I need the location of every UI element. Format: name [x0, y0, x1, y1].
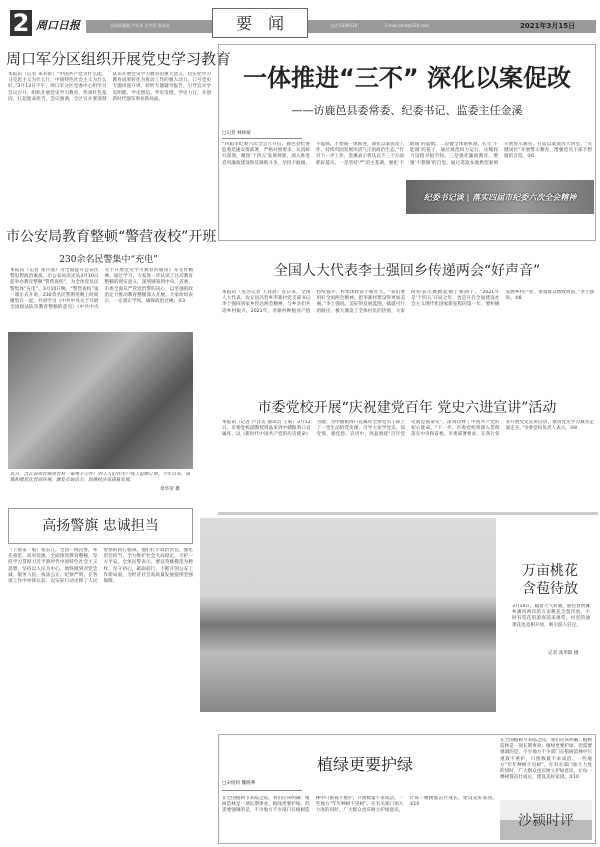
editors: 总值班编辑 卢军本 吴宇青 张星星	[110, 23, 170, 28]
paper-logo: 周口日报	[36, 19, 80, 32]
masthead	[0, 0, 600, 40]
article-title: 植绿更要护绿	[316, 755, 413, 774]
article-body: 本报讯（记者 朱永新）“中国共产党为什么能，马克思主义为什么行，中国特色社会主义为什么好。”3月13日下午，周口军分区党委中心组学习会议召开，组织开展党史学习教育，传承红色基因，扛起使命担当。会议强调，全区官兵要深刻认识开展党史学习教育的重大意义，切实把学习教育成果转化为推动工作的强大动力。口号党史专题讲座开讲，聆听专题辅导报告，引导官兵学史明理、学史增信、学史崇德、学史力行，开创新时代强军事业新局面。	[8, 72, 211, 102]
article-body-side: 在全国植树节来临之际，我们应该明确：植树造林是一项长期事业，植绿更要护绿。但需要强调的是，不少地方不少部门在植树造林中只重栽不重护，只图数量不求成活。一些地方“年年种树不见树”。在有关部门加大力度的同时，广大群众也应树立护绿意识，让每一棵树都茁壮成长，建设美好家园。②10	[500, 738, 592, 781]
article-body: 本报讯（记者 张兵迪）为全面提升公安民警思想政治素质，市公安局决定从3月10日起举办教育整顿“警营夜校”，为全体党员民警集体“充电”。3月10日晚，“警营夜校”第一课正式开讲，230余名民警利用晚上时间聚集在一起，共同学习《中共中央关于开展全国政法队伍教育整顿的意见》《中共中央关于开展党史学习教育的通知》等文件精神。通过学习，大家进一步认识了这次教育整顿的现实意义，深刻感知到中央、省委、市委全面从严管党治警的决心，以坚强的政治定力推动教育整顿深入开展。大家纷纷表示，一定端正学风，确保政治过硬。②3	[10, 268, 193, 311]
photo-credit: 记者 高华阳 摄	[548, 651, 579, 656]
column-label	[500, 800, 592, 840]
photo-credit: 余华荣 摄	[160, 487, 180, 492]
article-body: 本报讯（见习记者 王晨晨）连日来，全国人大代表、沈丘县冯营乡李寨村党支部书记李士强回到家乡传达两会精神，与乡亲们共话乡村振兴。2021年，李寨村种植业产值持续提升，村集体经济不断壮大。“我们要用好全国两会精神，把李寨村建设得更加美丽。”李士强说。美好的发展蓝图，铺就可行的路径，极大激发了全体村民的热情，大家纷纷表示要撸起袖子加油干。“2021年是‘十四五’开局之年，也是开启全面建设社会主义现代化国家新征程的第一年，要积极发展乡村产业，带领群众增收致富。”李士强说。②8	[222, 290, 594, 314]
lead-subtitle: ——访鹿邑县委常委、纪委书记、监委主任金溪	[291, 104, 523, 117]
phone: 电话 8399518	[330, 23, 358, 28]
article-subtitle: 230余名民警集中“充电”	[59, 255, 158, 265]
banner-text: 纪委书记谈 | 落实四届市纪委六次全会精神	[423, 192, 577, 202]
email: E-mail:zkrb@126.com	[385, 23, 429, 28]
photo-title: 万亩桃花 含苞待放	[522, 563, 578, 597]
issue-date: 2021年3月15日	[520, 22, 576, 30]
lead-headline: 一体推进“三不” 深化以案促改	[243, 64, 571, 92]
article-body: 本报讯（记者 卢诗美 通讯员 王威）3月12日，市委党校副教授周晶来到中储粮周口直属库，以《新时代中国共产党的历史使命》为题，为中储粮周口直属库全体党员干部上了一堂生动的党史课，引导大家学党史、知党情、感党恩。宣讲中，周晶围绕“百年党史就是使命史”，深刻诠释了中国共产党的初心使命。“下一步，市委党校将深入贯彻落实中央和省委、市委部署要求，在各行各业开展党史宣讲活动，推动党史学习教育走深走实。”市委党校负责人表示。②8	[222, 420, 594, 438]
article-title: 周口军分区组织开展党史学习教育	[6, 50, 232, 68]
byline: □记者 林林斌	[222, 131, 251, 136]
byline: □宋煜轲 魏晓華	[222, 781, 256, 786]
peach-blossom-photo	[200, 518, 496, 712]
article-title: 市委党校开展“庆祝建党百年 党史六进宣讲”活动	[257, 400, 557, 416]
page-number: 2	[10, 10, 32, 36]
column-label-text: 沙颍时评	[518, 813, 574, 829]
photo-caption: 近日，沈丘县周营镇周营村一家电子元件厂的工人们在生产线上赶制订单。今年以来，该镇积极优化营商环境，激发市场活力，助推经济高质量发展。	[10, 472, 190, 484]
photo-caption: 3月14日，随着天气转暖，鹿邑县贾滩乡潘河两岸的万亩桃花含苞待放，不时有赏花的游客前来观赏。村里的油菜花也竞相开放，吸引游人驻足。	[512, 604, 590, 628]
article-body: （上接第一版）张长江，全县一线民警，率先垂范，高举党旗，全面推进教育整顿，坚持学习贯彻习近平新时代中国特色社会主义思想，坚持以人民为中心，始终做到对党忠诚、服务人民、执法公正、纪律严明。在各项工作中冲锋在前，以实际行动诠释了人民警察的初心使命。他们扛牢政治责任，强化责任担当，全力维护社会大局稳定，守护一方平安。全体民警表示，要以英雄模范为榜样，坚守初心，砥砺前行，不断开创公安工作新局面，为经济社会高质量发展提供坚强保障。	[8, 548, 193, 585]
article-title: 市公安局教育整顿“警营夜校”开班	[6, 229, 217, 245]
factory-photo	[8, 332, 193, 469]
article-title: 高扬警旗 忠诚担当	[8, 508, 193, 544]
section-title: 要 闻	[212, 8, 308, 38]
article-title: 全国人大代表李士强回乡传递两会“好声音”	[273, 263, 541, 279]
article-body: 在全国植树节来临之际，我们应该明确：植树造林是一项长期事业，植绿更要护绿。但需要强调的是，不少地方不少部门在植树造林中只重栽不重护，只图数量不求成活。一些地方“年年种树不见树”。在有关部门加大力度的同时，广大群众也应树立护绿意识，让每一棵树都茁壮成长，建设美好家园。②10	[222, 796, 497, 814]
article-body: “四届市纪委六次全会召开后，鹿邑县纪委监委迅速安排部署，严格对照要求，认真研究谋划，聚焦‘十四五’发展规划，深入推进党风廉政建设和反腐败斗争，坚持不敢腐、不能腐、不想腐一体推进，深化以案促改工作，持续巩固发展风清气正的政治生态。”针对下一步工作，金溪表示将从以下三个方面抓好落实。一是坚持‘严’的主基调，强化‘不敢腐’的震慑。二是健全体制机制，扎牢‘不能腐’的笼子，通过规范权力运行，压缩权力设租寻租空间。三是强化廉政教育，增强‘不想腐’的自觉，通过选取本地典型案例开展警示教育，打造以案促改大讲堂。“关键岗位”开展警示教育，增强党员干部不想腐的自觉。②6	[222, 142, 592, 166]
column-banner	[406, 180, 594, 214]
